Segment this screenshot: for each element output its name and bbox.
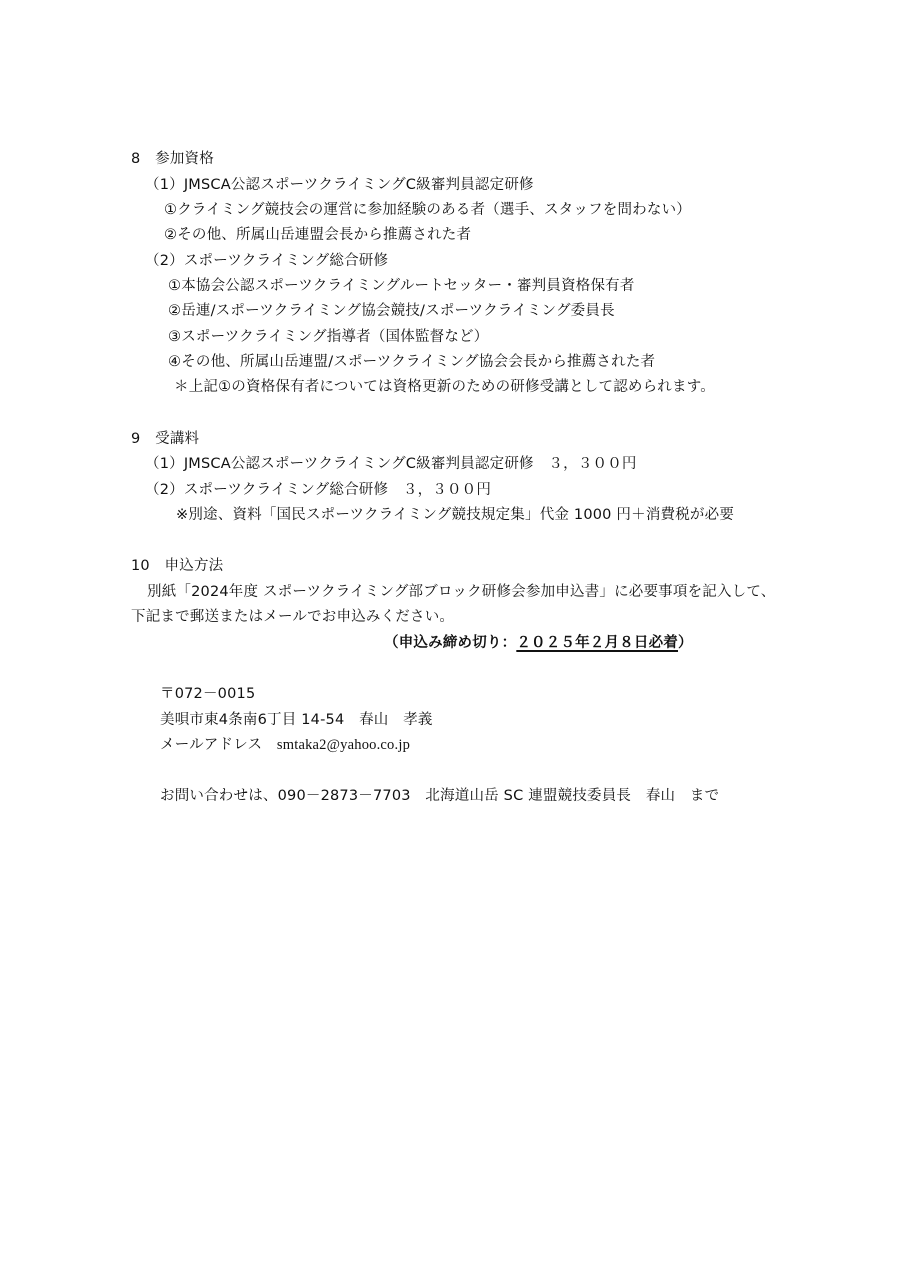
section-8-heading: 8 参加資格 bbox=[131, 151, 214, 167]
section-9-fee-2: （2）スポーツクライミング総合研修 ３，３００円 bbox=[145, 482, 492, 498]
section-9-fee-1: （1）JMSCA公認スポーツクライミングC級審判員認定研修 ３，３００円 bbox=[145, 456, 637, 472]
deadline-date: ２０２５年２月８日必着 bbox=[516, 635, 679, 651]
deadline-prefix: （申込み締め切り： bbox=[384, 635, 517, 651]
deadline-suffix: ） bbox=[678, 635, 693, 651]
email-label: メールアドレス bbox=[160, 737, 263, 753]
section-8-note: ＊上記①の資格保有者については資格更新のための研修受講として認められます。 bbox=[174, 379, 715, 395]
inquiry-line: お問い合わせは、090－2873－7703 北海道山岳 SC 連盟競技委員長 春山 まで bbox=[160, 788, 720, 804]
section-10-body-line-1: 別紙「2024年度 スポーツクライミング部ブロック研修会参加申込書」に必要事項を記入して、 bbox=[147, 584, 776, 600]
email-address: smtaka2@yahoo.co.jp bbox=[276, 737, 411, 753]
section-8-c2-title: （2）スポーツクライミング総合研修 bbox=[145, 253, 389, 269]
deadline bbox=[384, 634, 693, 652]
section-8-c2-item: ②岳連/スポーツクライミング協会競技/スポーツクライミング委員長 bbox=[168, 303, 615, 319]
section-10-heading: 10 申込方法 bbox=[131, 558, 224, 574]
section-9-note: ※別途、資料「国民スポーツクライミング競技規定集」代金 1000 円＋消費税が必要 bbox=[176, 507, 735, 523]
section-9-heading: 9 受講料 bbox=[131, 431, 200, 447]
section-8-c1-item: ①クライミング競技会の運営に参加経験のある者（選手、スタッフを問わない） bbox=[164, 202, 691, 218]
section-8-c2-item: ④その他、所属山岳連盟/スポーツクライミング協会会長から推薦された者 bbox=[168, 354, 656, 370]
section-10-body-line-2: 下記まで郵送またはメールでお申込みください。 bbox=[131, 609, 455, 625]
postal-code: 〒072－0015 bbox=[160, 686, 256, 702]
address: 美唄市東4条南6丁目 14-54 春山 孝義 bbox=[160, 712, 433, 728]
section-8-c1-item: ②その他、所属山岳連盟会長から推薦された者 bbox=[164, 227, 472, 243]
section-8-c1-title: （1）JMSCA公認スポーツクライミングC級審判員認定研修 bbox=[145, 177, 534, 193]
section-8-c2-item: ③スポーツクライミング指導者（国体監督など） bbox=[168, 329, 489, 345]
section-8-c2-item: ①本協会公認スポーツクライミングルートセッター・審判員資格保有者 bbox=[168, 278, 635, 294]
email-line bbox=[160, 736, 410, 754]
